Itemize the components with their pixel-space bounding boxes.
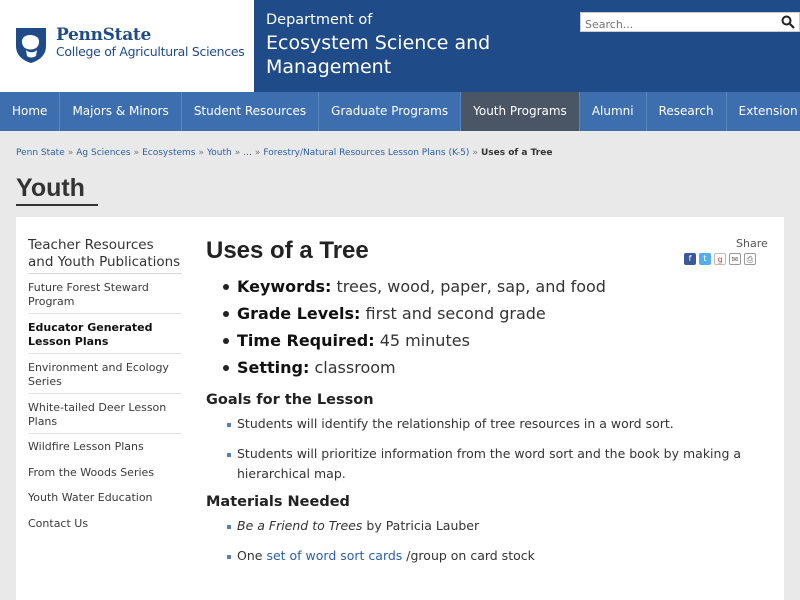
nittany-lion-shield-icon — [14, 26, 48, 64]
search-input[interactable] — [581, 16, 771, 34]
book-title: Be a Friend to Trees — [237, 518, 363, 533]
breadcrumb-link[interactable]: Forestry/Natural Resources Lesson Plans (K-5) — [263, 148, 470, 158]
list-item: Students will prioritize information from the word sort and the book by making a hierarchical map. — [206, 444, 766, 484]
breadcrumb-ellipsis[interactable]: ... — [243, 148, 252, 158]
breadcrumb-current: Uses of a Tree — [480, 148, 553, 158]
meta-label: Grade Levels: — [237, 304, 361, 323]
list-item — [206, 354, 766, 381]
list-item — [206, 516, 766, 536]
sidebar-item-educator-lesson-plans[interactable]: Educator Generated Lesson Plans — [28, 314, 182, 354]
meta-label: Keywords: — [237, 277, 332, 296]
list-item — [206, 300, 766, 327]
site-header — [0, 0, 800, 92]
brand-subtitle: College of Agricultural Sciences — [56, 44, 245, 59]
sidebar-item-environment-ecology[interactable]: Environment and Ecology Series — [28, 354, 182, 394]
twitter-icon[interactable]: t — [699, 253, 711, 265]
goals-heading: Goals for the Lesson — [206, 392, 374, 408]
brand-name: PennState — [56, 25, 151, 45]
content-card — [16, 217, 784, 600]
main-content — [206, 237, 766, 576]
nav-home[interactable]: Home — [0, 92, 60, 131]
meta-value: classroom — [314, 358, 396, 377]
materials-heading: Materials Needed — [206, 494, 350, 510]
sidebar-item-deer-lesson-plans[interactable]: White-tailed Deer Lesson Plans — [28, 394, 182, 434]
search-box — [580, 12, 800, 32]
breadcrumb-separator: » — [67, 148, 74, 158]
list-item — [206, 273, 766, 300]
sidebar-item-from-the-woods[interactable]: From the Woods Series — [28, 465, 155, 479]
print-icon[interactable]: ⎙ — [744, 253, 756, 265]
nav-student-resources[interactable]: Student Resources — [182, 92, 319, 131]
email-icon[interactable]: ✉ — [729, 253, 741, 265]
meta-value: first and second grade — [365, 304, 546, 323]
nav-research[interactable]: Research — [647, 92, 727, 131]
brand-block[interactable] — [0, 0, 254, 92]
breadcrumb-separator: » — [472, 148, 478, 158]
material-prefix: One — [237, 548, 267, 563]
meta-value: trees, wood, paper, sap, and food — [336, 277, 606, 296]
breadcrumb-link[interactable]: Ag Sciences — [76, 148, 131, 158]
sidebar-title[interactable]: Teacher Resources and Youth Publications — [28, 237, 182, 274]
nav-youth-programs[interactable]: Youth Programs — [461, 92, 580, 131]
breadcrumb-separator: » — [234, 148, 241, 158]
breadcrumb-separator: » — [254, 148, 261, 158]
meta-label: Time Required: — [237, 331, 375, 350]
sidebar-item-contact-us[interactable]: Contact Us — [28, 516, 89, 530]
breadcrumb — [16, 148, 552, 158]
department-name[interactable]: Ecosystem Science and Management — [266, 32, 491, 78]
nav-graduate-programs[interactable]: Graduate Programs — [319, 92, 461, 131]
breadcrumb-separator: » — [133, 148, 140, 158]
nav-majors-minors[interactable]: Majors & Minors — [60, 92, 181, 131]
lesson-meta-list — [206, 273, 766, 381]
share-label: Share — [736, 237, 768, 250]
list-item — [206, 546, 766, 566]
heading-underline — [16, 204, 98, 206]
materials-list — [206, 516, 766, 566]
book-author: by Patricia Lauber — [362, 518, 480, 533]
breadcrumb-link[interactable]: Penn State — [16, 148, 65, 158]
main-nav — [0, 92, 800, 131]
search-icon[interactable] — [781, 15, 795, 29]
meta-value: 45 minutes — [379, 331, 470, 350]
department-prefix: Department of — [266, 12, 373, 28]
page-heading: Youth — [16, 174, 85, 202]
breadcrumb-separator: » — [198, 148, 204, 158]
material-suffix: /group on card stock — [402, 548, 535, 563]
nav-alumni[interactable]: Alumni — [580, 92, 647, 131]
sidebar-item-wildfire[interactable]: Wildfire Lesson Plans — [28, 440, 144, 453]
sidebar — [28, 237, 182, 536]
share-icons — [684, 253, 756, 265]
list-item — [206, 327, 766, 354]
word-sort-cards-link[interactable]: set of word sort cards — [266, 548, 403, 563]
breadcrumb-link[interactable]: Youth — [206, 148, 232, 158]
facebook-icon[interactable]: f — [684, 253, 696, 265]
sidebar-item-future-forest-steward[interactable]: Future Forest Steward Program — [28, 274, 182, 314]
meta-label: Setting: — [237, 358, 310, 377]
list-item: Students will identify the relationship of tree resources in a word sort. — [206, 414, 766, 434]
lesson-title: Uses of a Tree — [206, 237, 369, 264]
google-plus-icon[interactable]: g — [714, 253, 726, 265]
goals-list — [206, 414, 766, 484]
breadcrumb-link[interactable]: Ecosystems — [142, 148, 196, 158]
nav-extension[interactable]: Extension — [738, 104, 798, 118]
sidebar-item-youth-water[interactable]: Youth Water Education — [28, 491, 153, 504]
